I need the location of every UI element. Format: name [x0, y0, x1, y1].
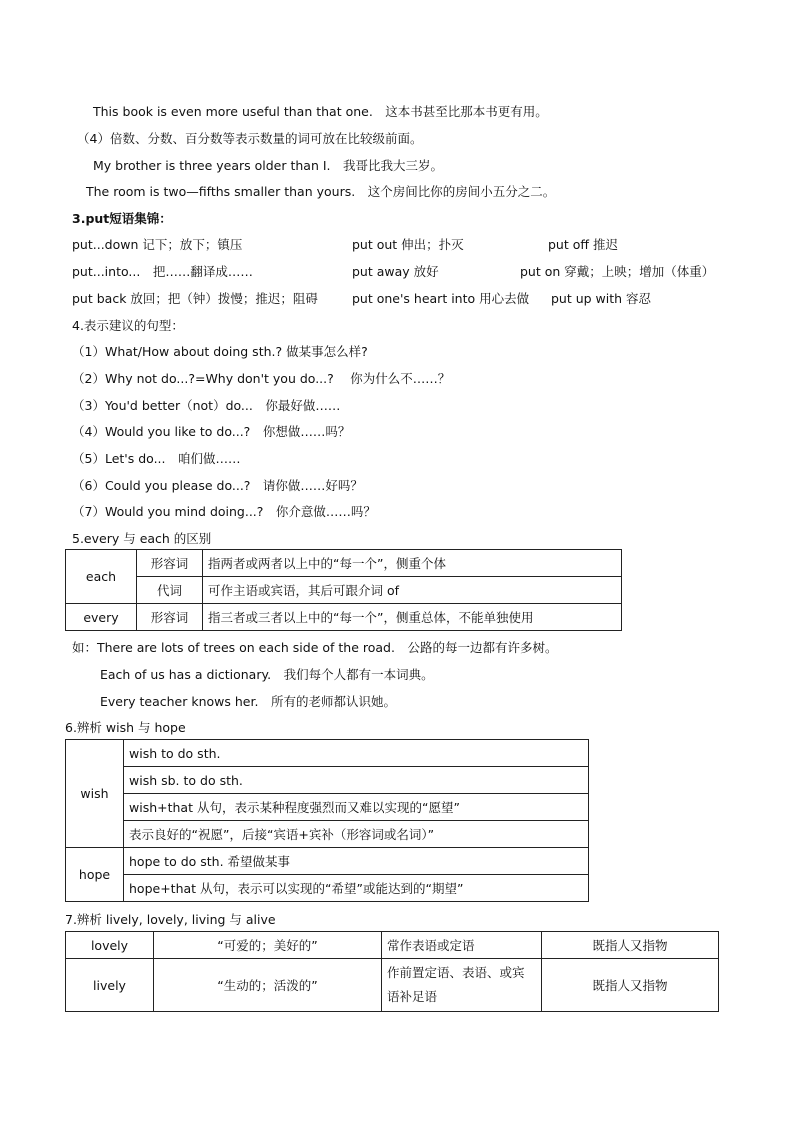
suggestion-item: （4）Would you like to do...? 你想做……吗？ — [72, 424, 351, 439]
cell-reference: 既指人又指物 — [542, 932, 719, 959]
cell-pos: 形容词 — [137, 550, 203, 577]
suggestion-item: （5）Let's do... 咱们做…… — [72, 451, 241, 466]
put-phrase: put up with 容忍 — [551, 291, 652, 306]
suggestion-item: （2）Why not do...?=Why don't you do...? 你为什么不……？ — [72, 371, 451, 386]
cell-each: each — [66, 550, 137, 604]
hope-usage: hope to do sth. 希望做某事 — [124, 848, 589, 875]
suggestion-item: （7）Would you mind doing...? 你介意做……吗？ — [72, 504, 376, 519]
example-sentence-2: My brother is three years older than I. 我哥比我大三岁。 — [93, 158, 444, 173]
cell-every: every — [66, 604, 137, 631]
example-sentence-1: This book is even more useful than that one. 这本书甚至比那本书更有用。 — [93, 104, 548, 119]
wish-usage: wish sb. to do sth. — [124, 767, 589, 794]
wish-hope-heading: 6.辨析 wish 与 hope — [65, 720, 186, 735]
lively-table — [65, 931, 719, 1012]
wish-usage: 表示良好的“祝愿”，后接“宾语+宾补（形容词或名词）” — [124, 821, 589, 848]
put-phrase: put away 放好 — [352, 264, 439, 279]
every-each-heading: 5.every 与 each 的区别 — [72, 531, 212, 546]
put-phrase: put off 推迟 — [548, 237, 618, 252]
example-sentence-3: The room is two—fifths smaller than yours. 这个房间比你的房间小五分之二。 — [86, 184, 556, 199]
cell-desc: 指三者或三者以上中的“每一个”，侧重总体，不能单独使用 — [203, 604, 622, 631]
suggestion-item: （6）Could you please do...? 请你做……好吗？ — [72, 478, 363, 493]
cell-hope: hope — [66, 848, 124, 902]
every-each-example: 如：There are lots of trees on each side of the road. 公路的每一边都有许多树。 — [72, 640, 558, 655]
wish-usage: wish+that 从句，表示某种程度强烈而又难以实现的“愿望” — [124, 794, 589, 821]
cell-function: 常作表语或定语 — [382, 932, 542, 959]
suggestions-heading: 4.表示建议的句型： — [72, 318, 184, 333]
put-phrase: put one's heart into 用心去做 — [352, 291, 530, 306]
hope-usage: hope+that 从句，表示可以实现的“希望”或能达到的“期望” — [124, 875, 589, 902]
every-each-example: Each of us has a dictionary. 我们每个人都有一本词典。 — [100, 667, 434, 682]
cell-wish: wish — [66, 740, 124, 848]
cell-word: lovely — [66, 932, 154, 959]
wish-hope-table — [65, 739, 589, 902]
cell-pos: 代词 — [137, 577, 203, 604]
cell-meaning: “可爱的；美好的” — [154, 932, 382, 959]
cell-function: 作前置定语、表语、或宾语补足语 — [382, 959, 542, 1012]
put-phrases-heading: 3.put短语集锦： — [72, 211, 172, 226]
suggestion-item: （3）You'd better（not）do... 你最好做…… — [72, 398, 341, 413]
cell-desc: 可作主语或宾语，其后可跟介词 of — [203, 577, 622, 604]
cell-reference: 既指人又指物 — [542, 959, 719, 1012]
put-phrase: put...into... 把……翻译成…… — [72, 264, 253, 279]
put-phrase: put on 穿戴；上映；增加（体重） — [520, 264, 715, 279]
put-phrase: put...down 记下；放下；镇压 — [72, 237, 243, 252]
wish-usage: wish to do sth. — [124, 740, 589, 767]
rule-4: （4）倍数、分数、百分数等表示数量的词可放在比较级前面。 — [77, 131, 423, 146]
lively-heading: 7.辨析 lively, lovely, living 与 alive — [65, 912, 276, 927]
every-each-table — [65, 549, 622, 631]
put-phrase: put back 放回；把（钟）拨慢；推迟；阻碍 — [72, 291, 318, 306]
cell-word: lively — [66, 959, 154, 1012]
cell-meaning: “生动的；活泼的” — [154, 959, 382, 1012]
put-phrase: put out 伸出；扑灭 — [352, 237, 464, 252]
cell-pos: 形容词 — [137, 604, 203, 631]
every-each-example: Every teacher knows her. 所有的老师都认识她。 — [100, 694, 396, 709]
suggestion-item: （1）What/How about doing sth.? 做某事怎么样? — [72, 344, 368, 359]
cell-desc: 指两者或两者以上中的“每一个”，侧重个体 — [203, 550, 622, 577]
